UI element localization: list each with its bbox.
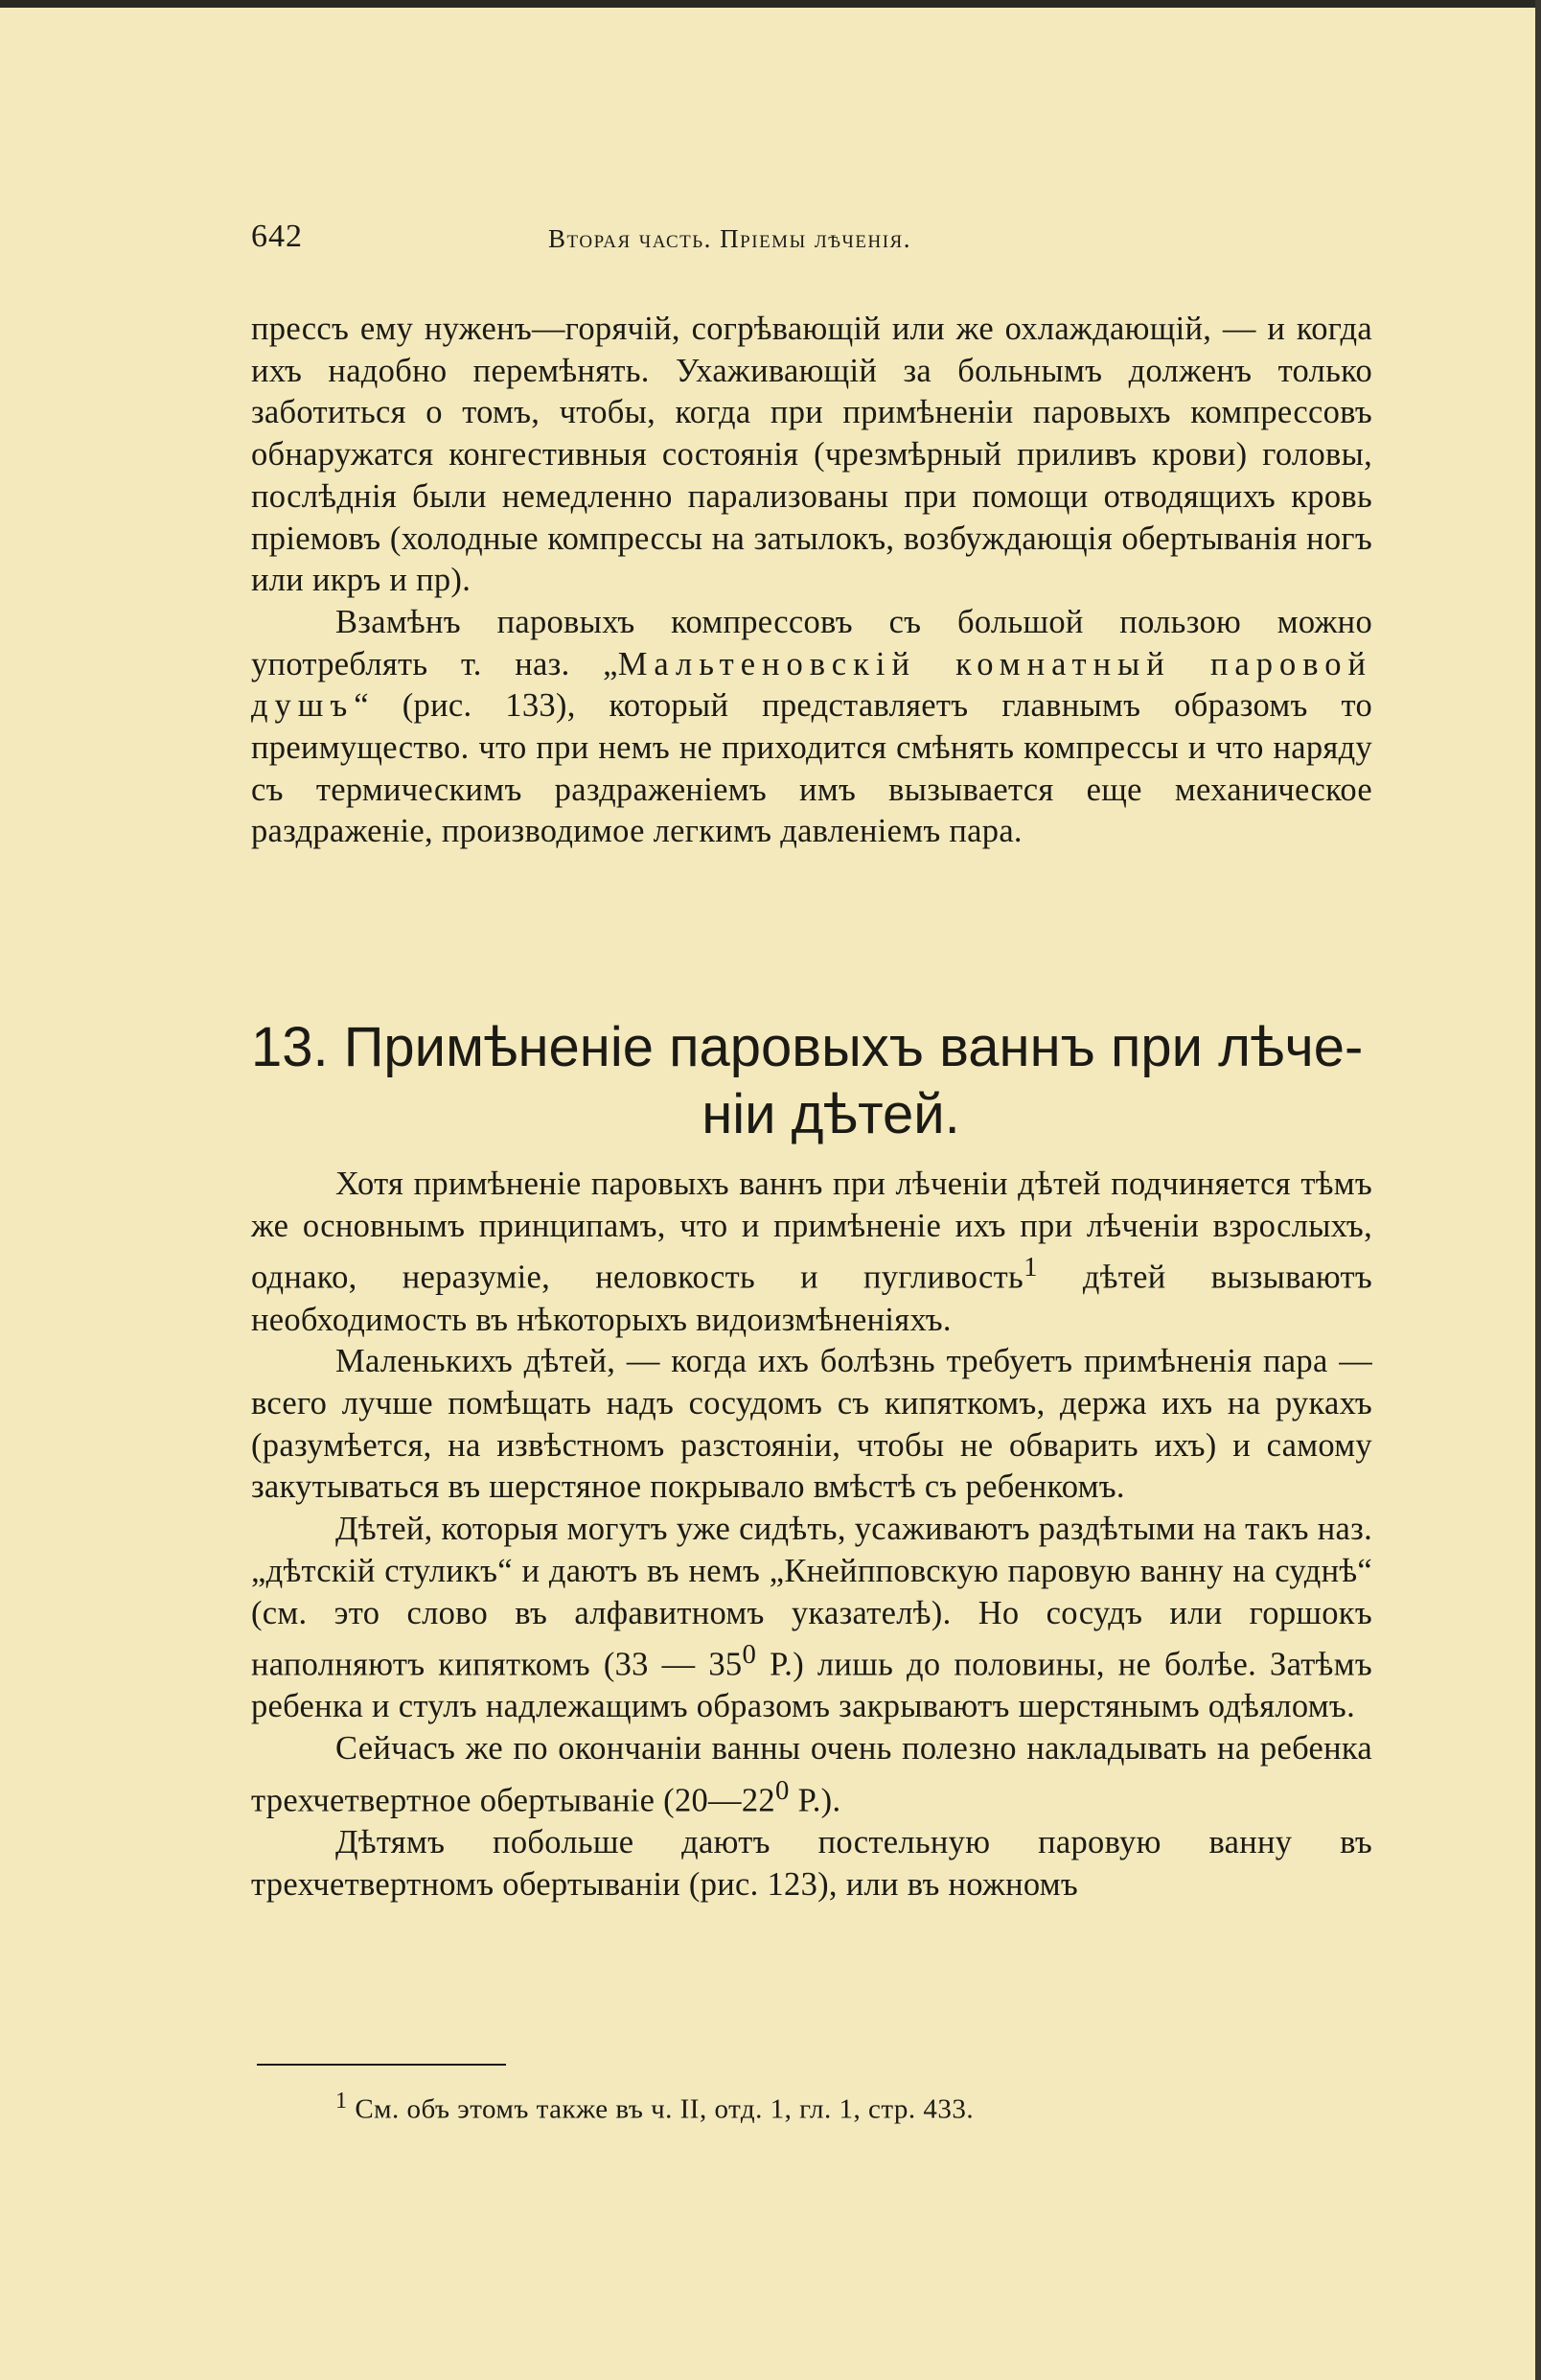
text-block-section (251, 1164, 1372, 1906)
footnote-marker: 1 (335, 2088, 348, 2114)
paragraph-text: дѣтей вызываютъ необходимость въ нѣкоторыхъ видоизмѣненіяхъ. (251, 1259, 1372, 1338)
page-header (251, 219, 1372, 261)
footnote-text: См. объ этомъ также въ ч. II, отд. 1, гл. 1, стр. 433. (347, 2093, 975, 2125)
paragraph-text: Р.). (789, 1782, 841, 1819)
paragraph-older-children: Дѣтямъ побольше даютъ постельную паровую ванну въ трехчетвертномъ обертываніи (рис. 123), или въ ножномъ (251, 1824, 1372, 1903)
footnote (335, 2082, 1294, 2129)
paragraph-text: Сейчасъ же по окончаніи ванны очень полезно накладывать на ребенка трехчетвертное обертываніе (20—22 (251, 1730, 1372, 1819)
section-heading (251, 1014, 1372, 1148)
page-number: 642 (251, 219, 303, 254)
scan-right-edge (1535, 0, 1541, 2380)
paragraph-small-children: Маленькихъ дѣтей, — когда ихъ болѣзнь требуетъ примѣненія пара — всего лучше помѣщать надъ сосудомъ съ кипяткомъ, держа ихъ на рукахъ (разумѣется, на извѣстномъ разстояніи, чтобы не обварить ихъ) и самому закутываться въ шерстяное покрывало вмѣстѣ съ ребенкомъ. (251, 1343, 1372, 1506)
paragraph-after-bath (251, 1728, 1372, 1822)
text-block-top (251, 309, 1372, 853)
degree-sign: 0 (774, 1774, 790, 1806)
paragraph-text: Взамѣнъ паровыхъ компрессовъ съ большой пользою можно употреблять т. наз. „ (251, 603, 1372, 682)
spaced-term: Мальтеновскій комнатный паровой душъ (251, 645, 1372, 725)
paragraph-intro (251, 1164, 1372, 1341)
running-head: Вторая часть. Пріемы лѣченія. (548, 224, 911, 253)
degree-sign: 0 (742, 1639, 757, 1671)
paragraph-maltenovsky (251, 602, 1372, 853)
paragraph-text: “ (рис. 133), который представляетъ главнымъ образомъ то преимущество. что при немъ не приходится смѣнять компрессы и что наряду съ термическимъ раздраженіемъ имъ вызывается еще механическое раздраженіе, производимое легкимъ давленіемъ пара. (251, 687, 1372, 850)
paragraph-text: Р.) лишь до половины, не болѣе. Затѣмъ ребенка и стулъ надлежащимъ образомъ закрываютъ шерстянымъ одѣяломъ. (251, 1646, 1372, 1725)
paragraph-text: Хотя примѣненіе паровыхъ ваннъ при лѣченіи дѣтей подчиняется тѣмъ же основнымъ принципамъ, что и примѣненіе ихъ при лѣченіи взрослыхъ, однако, неразуміе, неловкость и пугливость (251, 1166, 1372, 1296)
paragraph-text: Дѣтей, которыя могутъ уже сидѣть, усаживаютъ раздѣтыми на такъ наз. „дѣтскій стуликъ“ и даютъ въ немъ „Кнейпповскую паровую ванну на суднѣ“ (см. это слово въ алфавитномъ указателѣ). Но сосудъ или горшокъ наполняютъ кипяткомъ (33 — 35 (251, 1511, 1372, 1683)
scan-top-edge (0, 0, 1541, 8)
footnote-ref[interactable]: 1 (1024, 1252, 1038, 1283)
paragraph-sitting-children (251, 1509, 1372, 1728)
footnote-rule (257, 2064, 506, 2066)
paragraph-continuation: прессъ ему нуженъ—горячій, согрѣвающій или же охлаждающій, — и когда ихъ надобно перемѣнять. Ухаживающій за больнымъ долженъ только заботиться о томъ, чтобы, когда при примѣненіи паровыхъ компрессовъ обнаружатся конгестивныя состоянія (чрезмѣрный приливъ крови) головы, послѣднія были немедленно парализованы при помощи отводящихъ кровь пріемовъ (холодные компрессы на затылокъ, возбуждающія обертыванія ногъ или икръ и пр). (251, 311, 1372, 599)
section-heading-line2: ніи дѣтей. (702, 1083, 960, 1145)
section-heading-line1: 13. Примѣненіе паровыхъ ваннъ при лѣче- (251, 1016, 1364, 1078)
